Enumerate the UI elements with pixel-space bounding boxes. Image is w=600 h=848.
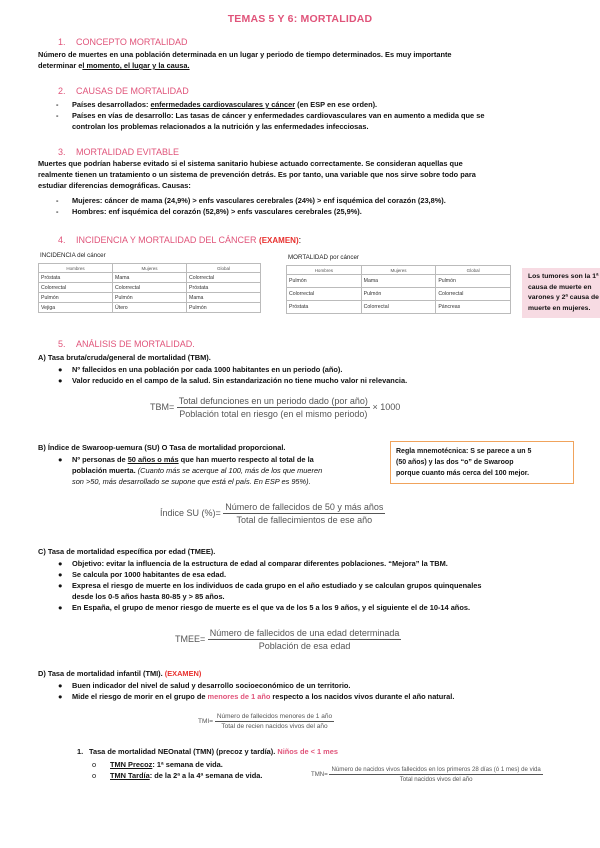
list-item: - Países desarrollados: enfermedades cardiovasculares y cáncer (en ESP en ese orden). <box>56 100 378 109</box>
bullet-icon: ● <box>58 692 63 701</box>
tumor-note-box: Los tumores son la 1ª causa de muerte en varones y 2ª causa de muerte en mujeres. <box>522 268 600 318</box>
table-row: Próstata Colorrectal Páncreas <box>287 301 511 314</box>
list-item: ● Nº personas de 50 años o más que han muerto respecto al total de la <box>58 455 314 464</box>
bullet-icon: ● <box>58 365 63 374</box>
neonatal-subtitle: 1. Tasa de mortalidad NEOnatal (TMN) (precoz y tardía). Niños de < 1 mes <box>77 747 338 756</box>
list-item: ● En España, el grupo de menor riesgo de muerte es el que va de los 5 a los 9 años, y el siguiente el de 10-14 años. <box>58 603 471 612</box>
tbm-formula: TBM= $\frac{\text{Total defunciones en un periodo dado (por año)}}{\text{Población total en riesgo (en el mismo periodo)}}$ × 1000 <box>150 396 401 419</box>
table-row: Vejiga Útero Pulmón <box>39 303 261 313</box>
table-header-row: Hombres Mujeres Global <box>39 264 261 273</box>
subsection-b-list: ● Nº personas de 50 años o más que han muerto respecto al total de la población muerta. (Cuanto más se acerque al 100, más de los que mueren son >50, más desarrollado se supone que está el país. En ESP es 95%). <box>58 454 378 487</box>
incidence-table-caption: INCIDENCIA del cáncer <box>40 252 106 259</box>
neonatal-list <box>92 759 312 781</box>
section-3-heading: 3. MORTALIDAD EVITABLE <box>58 147 180 157</box>
section-1-heading: 1. CONCEPTO MORTALIDAD <box>58 37 188 47</box>
bullet-icon: ● <box>58 570 63 579</box>
list-item: ● Objetivo: evitar la influencia de la estructura de edad al comparar diferentes poblaciones. “Mejora” la TBM. <box>58 559 448 568</box>
section-2-list: - Países desarrollados: enfermedades cardiovasculares y cáncer (en ESP en ese orden). - Países en vías de desarrollo: Las tasas de cáncer y enfermedades cardiovasculares van en aumento a medida que se controlan los problemas relacionados a la nutrición y las enfermedades infecciosas. <box>56 99 581 132</box>
list-item: ● Nº fallecidos en una población por cada 1000 habitantes en un periodo (año). <box>58 365 343 374</box>
table-row: Colorrectal Colorrectal Próstata <box>39 283 261 293</box>
list-item: - Países en vías de desarrollo: Las tasas de cáncer y enfermedades cardiovasculares van en aumento a medida que se <box>56 111 485 120</box>
circle-bullet-icon: o <box>92 771 97 780</box>
list-item: o TMN Precoz: 1ª semana de vida. <box>92 760 223 769</box>
bullet-icon: ● <box>58 581 63 590</box>
list-item: ● Valor reducido en el campo de la salud. Sin estandarización no tiene mucho valor ni relevancia. <box>58 376 408 385</box>
section-1-text: Número de muertes en una población determinada en un lugar y periodo de tiempo determinados. Es muy importante determinar el momento, el lugar y la causa. <box>38 50 452 70</box>
list-item: ● Buen indicador del nivel de salud y desarrollo socioeconómico de un territorio. <box>58 681 351 690</box>
circle-bullet-icon: o <box>92 760 97 769</box>
mnemonic-box: Regla mnemotécnica: S se parece a un 5 (50 años) y las dos “o” de Swaroop porque cuanto más cerca del 100 mejor. <box>390 441 574 484</box>
section-3-text: Muertes que podrían haberse evitado si el sistema sanitario hubiese actuado correctamente. Se consideran aquellas que realmente tienen un tratamiento o un sistema de prevención detrás. Es por tanto, una variable que nos sirve sobre todo para estudiar diferencias demográficas. Causas: <box>38 159 476 190</box>
table-row: Próstata Mama Colorrectal <box>39 273 261 283</box>
list-item: ● Mide el riesgo de morir en el grupo de menores de 1 año respecto a los nacidos vivos durante el año natural. <box>58 692 455 701</box>
section-3-list <box>56 195 581 217</box>
bullet-icon: ● <box>58 559 63 568</box>
table-row: Pulmón Mama Pulmón <box>287 275 511 288</box>
bullet-icon: ● <box>58 603 63 612</box>
subsection-c-title: C) Tasa de mortalidad específica por edad (TMEE). <box>38 547 216 556</box>
list-item: o TMN Tardía: de la 2ª a la 4ª semana de vida. <box>92 771 263 780</box>
su-index-formula: Índice SU (%)= $\frac{\text{Número de fallecidos de 50 y más años}}{\text{Total de fallecimientos de ese año}}$ <box>160 502 384 525</box>
section-2-heading: 2. CAUSAS DE MORTALIDAD <box>58 86 189 96</box>
subsection-d-list <box>58 680 583 702</box>
bullet-icon: ● <box>58 376 63 385</box>
subsection-d-title: D) Tasa de mortalidad infantil (TMI). (EXAMEN) <box>38 669 202 678</box>
mortality-table-caption: MORTALIDAD por cáncer <box>288 254 359 261</box>
section-4-heading: 4. INCIDENCIA Y MORTALIDAD DEL CÁNCER (EXAMEN): <box>58 235 302 245</box>
table-row: Pulmón Pulmón Mama <box>39 293 261 303</box>
table-header-row: Hombres Mujeres Global <box>287 266 511 275</box>
table-row: Colorrectal Pulmón Colorrectal <box>287 288 511 301</box>
page-title: TEMAS 5 Y 6: MORTALIDAD <box>227 13 373 25</box>
bullet-icon: ● <box>58 455 63 464</box>
subsection-c-list: ● Objetivo: evitar la influencia de la estructura de edad al comparar diferentes poblaciones. “Mejora” la TBM. ● Se calcula por 1000 habitantes de esa edad. ● Expresa el riesgo de muerte en los individuos de cada grupo en el año estudiado y se calculan grupos quinquenales desde los 0-5 años hasta 80-85 y > 85 años. ● En España, el grupo de menor riesgo de muerte es el que va de los 5 a los 9 años, y el siguiente el de 10-14 años. <box>58 558 583 613</box>
bullet-icon: ● <box>58 681 63 690</box>
list-item: - Mujeres: cáncer de mama (24,9%) > enfs vasculares cerebrales (24%) > enf isquémica del corazón (23,8%). <box>56 196 446 205</box>
subsection-a-list <box>58 364 578 386</box>
tmee-formula: TMEE= $\frac{\text{Número de fallecidos de una edad determinada}}{\text{Población de esa edad}}$ <box>175 628 400 651</box>
subsection-a-title: A) Tasa bruta/cruda/general de mortalidad (TBM). <box>38 353 211 362</box>
tmi-formula: TMI= $\frac{\text{Número de fallecidos menores de 1 año}}{\text{Total de recien nacidos vivos del año}}$ <box>198 713 333 730</box>
incidence-table <box>38 263 261 313</box>
list-item: ● Se calcula por 1000 habitantes de esa edad. <box>58 570 227 579</box>
list-item: - Hombres: enf isquémica del corazón (52,8%) > enfs vasculares cerebrales (25,9%). <box>56 207 362 216</box>
tmn-formula: TMN= Número de nacidos vivos fallecidos en los primeros 28 días (ó 1 mes) de vida Total nacidos vivos del año <box>311 766 541 783</box>
subsection-b-title: B) Índice de Swaroop-uemura (SU) O Tasa de mortalidad proporcional. <box>38 443 286 452</box>
list-item: ● Expresa el riesgo de muerte en los individuos de cada grupo en el año estudiado y se calculan grupos quinquenales <box>58 581 482 590</box>
mortality-table <box>286 265 511 314</box>
section-5-heading: 5. ANÁLISIS DE MORTALIDAD. <box>58 339 195 349</box>
